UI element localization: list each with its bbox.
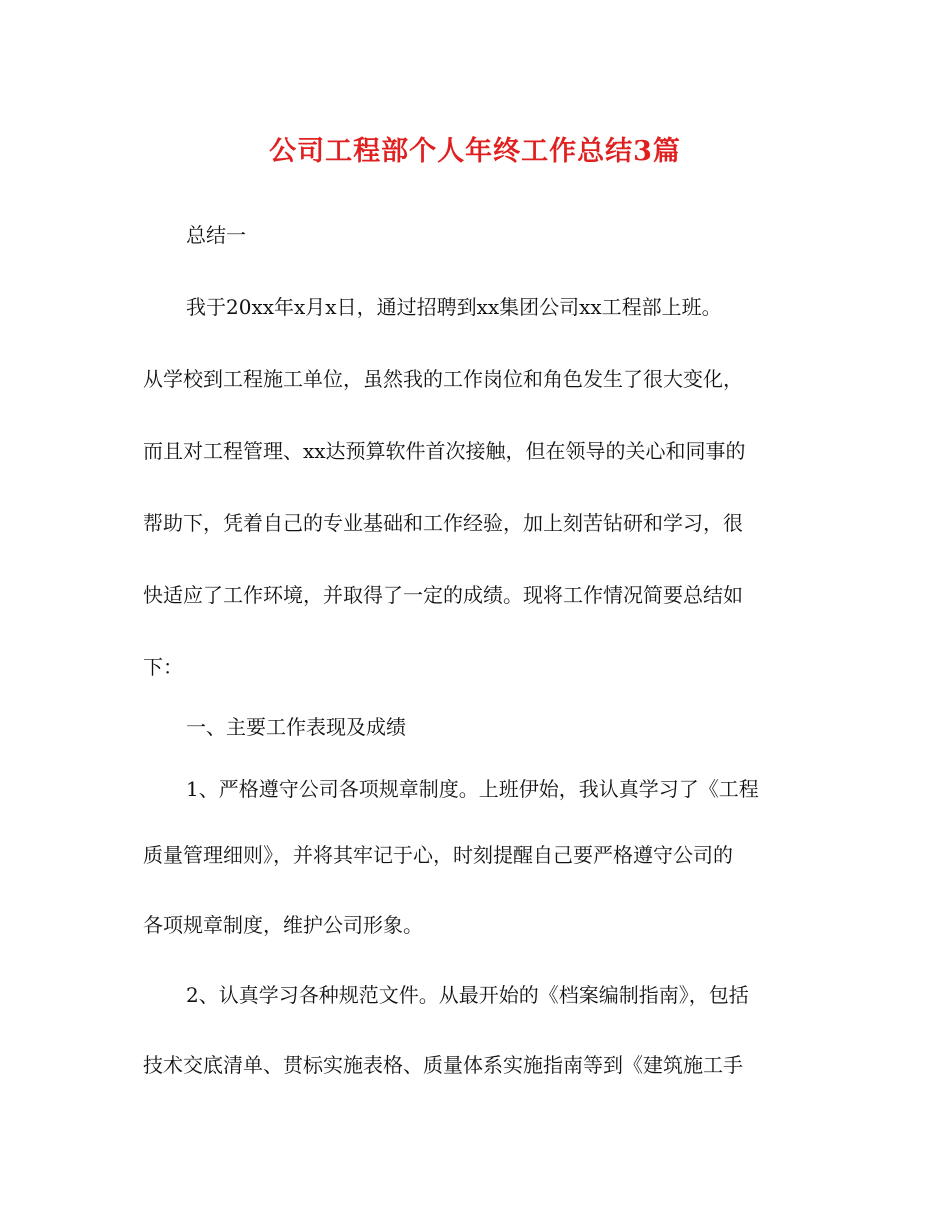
- paragraph-line: 技术交底清单、贯标实施表格、质量体系实施指南等到《建筑施工手: [143, 1053, 743, 1077]
- paragraph-line: 我于20xx年x月x日，通过招聘到xx集团公司xx工程部上班。: [186, 295, 722, 319]
- section-heading-summary-one: 总结一: [186, 223, 246, 247]
- paragraph-line: 质量管理细则》，并将其牢记于心，时刻提醒自己要严格遵守公司的: [143, 843, 733, 867]
- paragraph-line: 各项规章制度，维护公司形象。: [143, 913, 423, 937]
- paragraph-line: 快适应了工作环境，并取得了一定的成绩。现将工作情况简要总结如: [143, 583, 743, 607]
- paragraph-line: 而且对工程管理、xx达预算软件首次接触，但在领导的关心和同事的: [143, 439, 746, 463]
- paragraph-line: 2、认真学习各种规范文件。从最开始的《档案编制指南》，包括: [186, 983, 749, 1007]
- paragraph-line: 帮助下，凭着自己的专业基础和工作经验，加上刻苦钻研和学习，很: [143, 511, 743, 535]
- document-title: 公司工程部个人年终工作总结3篇: [269, 136, 681, 167]
- paragraph-line: 1、严格遵守公司各项规章制度。上班伊始，我认真学习了《工程: [186, 777, 759, 801]
- paragraph-line: 下：: [143, 655, 183, 679]
- section-heading-main-work: 一、主要工作表现及成绩: [186, 715, 406, 739]
- paragraph-line: 从学校到工程施工单位，虽然我的工作岗位和角色发生了很大变化，: [143, 367, 743, 391]
